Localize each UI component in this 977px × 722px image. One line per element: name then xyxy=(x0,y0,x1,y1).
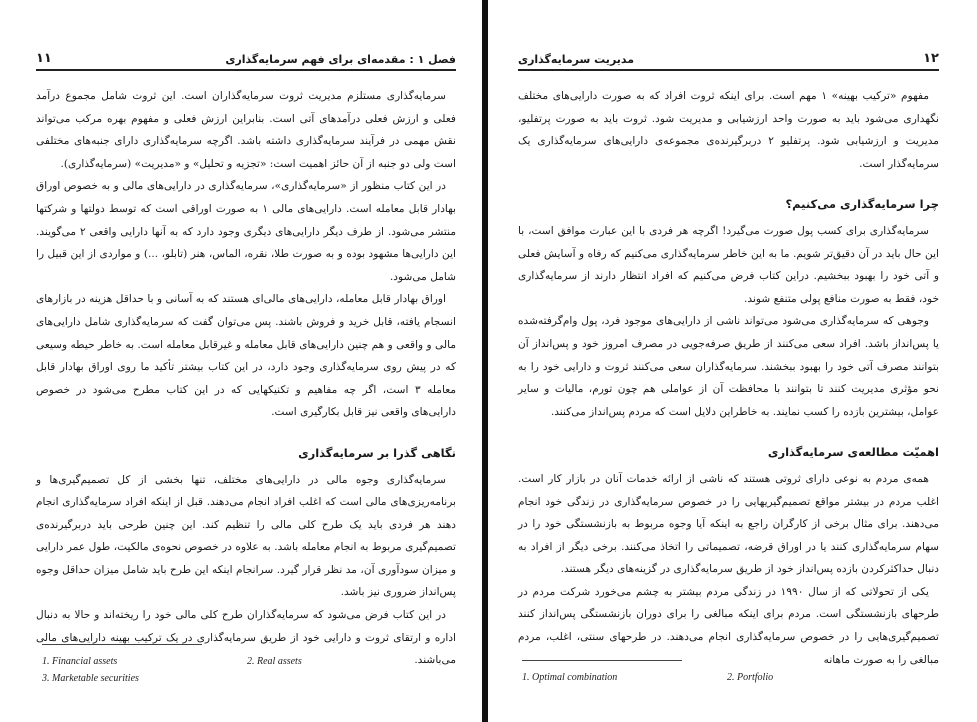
page-number: ۱۱ xyxy=(36,51,52,66)
footnote: 1. Optimal combination xyxy=(522,672,618,683)
section-heading: چرا سرمایه‌گذاری می‌کنیم؟ xyxy=(785,197,939,212)
footnote: 2. Real assets xyxy=(247,656,302,667)
section-heading: اهمیّت مطالعه‌ی سرمایه‌گذاری xyxy=(767,445,939,460)
paragraph: سرمایه‌گذاری مستلزم مدیریت ثروت سرمایه‌گذاران است. این ثروت شامل مجموع درآمد فعلی و ارزش فعلی درآمدهای آتی است. بنابراین ارزش فعلی و مفهوم بهره مرکب می‌تواند نقش مهمی در فرآیند سرمایه‌گذاری داشته باشد. اگرچه سرمایه‌گذاری دارای جنبه‌های مختلفی است ولی دو جنبه از آن حائز اهمیت است: «تجزیه و تحلیل» و «مدیریت» (سرمایه‌گذاری). xyxy=(36,90,456,170)
left-footnotes xyxy=(42,644,452,687)
chapter-title: فصل ۱ : مقدمه‌ای برای فهم سرمایه‌گذاری xyxy=(225,53,456,66)
footnote-rule xyxy=(522,660,682,661)
footnote: 1. Financial assets xyxy=(42,656,118,667)
footnote: 2. Portfolio xyxy=(727,672,774,683)
paragraph: همه‌ی مردم به نوعی دارای ثروتی هستند که ناشی از ارائه خدمات آنان در بازار کار است. اغلب مردم در بیشتر مواقع تصمیم‌گیریهایی را در خصوص سرمایه‌گذاری در زندگی خود انجام می‌دهند. برای مثال برخی از کارگران راجع به اینکه آیا وجوه مربوط به بازنشستگی خود را در سهام سرمایه‌گذاری کنند یا در اوراق قرضه، تصمیماتی را اتخاذ می‌کنند. برخی دیگر از افراد به دنبال حداکثرکردن بازده پس‌انداز خود از طریق سرمایه‌گذاری در گزینه‌های دیگر هستند. xyxy=(518,472,939,576)
paragraph: سرمایه‌گذاری برای کسب پول صورت می‌گیرد! اگرچه هر فردی با این عبارت موافق است، با این حال باید در آن دقیق‌تر شویم. ما به این خاطر سرمایه‌گذاری می‌کنیم که رفاه و آسایش فعلی و آتی خود را بهبود ببخشیم. دراین کتاب فرض می‌کنیم که افراد انتظار دارند از سرمایه‌گذاری خود، فقط به صورت منافع پولی متنفع شوند. xyxy=(518,224,939,305)
section-heading: نگاهی گذرا بر سرمایه‌گذاری xyxy=(298,445,456,460)
paragraph: اوراق بهادار قابل معامله، دارایی‌های مالی‌ای هستند که به آسانی و با حداقل هزینه در بازارهای انسجام یافته، قابل خرید و فروش باشند. پس می‌توان گفت که سرمایه‌گذاری شامل دارایی‌های مالی و واقعی و هم چنین دارایی‌های قابل معامله و غیرقابل معامله است. به خاطر حیطه وسیعی که در پیش روی سرمایه‌گذاری وجود دارد، در این کتاب بیشتر تأکید ما روی اوراق بهادار قابل معامله ۳ است، اگر چه مفاهیم و تکنیکهایی که در این کتاب مطرح می‌شود در خصوص دارایی‌های واقعی نیز قابل بکارگیری است. xyxy=(36,293,456,419)
paragraph: وجوهی که سرمایه‌گذاری می‌شود می‌تواند ناشی از دارایی‌های موجود فرد، پول وام‌گرفته‌شده یا پس‌انداز باشد. افراد سعی می‌کنند از طریق صرفه‌جویی در مصرف امروز خود و پس‌انداز آن بتوانند مصرف آتی خود را بهبود ببخشند. سرمایه‌گذاران سعی می‌کنند ثروت و دارایی خود را به نحو مؤثری مدیریت کنند تا بتوانند با محافظت آن از عواملی هم چون تورم، مالیات و سایر عوامل، بیشترین بازده را کسب نمایند. به خاطراین دلایل است که مردم پس‌انداز می‌کنند. xyxy=(518,315,939,418)
left-page-header xyxy=(36,44,456,71)
paragraph: در این کتاب فرض می‌شود که سرمایه‌گذاران طرح کلی مالی خود را ریخته‌اند و حالا به دنبال اداره و ارتقای ثروت و دارایی خود از طریق سرمایه‌گذاری در یک ترکیب بهینه دارایی‌های مالی می‌باشند. xyxy=(36,609,456,667)
left-page xyxy=(0,0,482,722)
paragraph: یکی از تحولاتی که از سال ۱۹۹۰ در زندگی مردم بیشتر به چشم می‌خورد شرکت مردم در طرحهای بازنشستگی است. مردم برای اینکه مبالغی را برای دوران بازنشستگی پس‌انداز کنند تصمیم‌گیری‌هایی را در خصوص سرمایه‌گذاری انجام می‌دهند. در طرحهای سنتی، اغلب، مردم مبالغی را به صورت ماهانه xyxy=(518,585,939,666)
page-number: ۱۲ xyxy=(923,51,939,66)
footnote-rule xyxy=(42,644,202,645)
right-page xyxy=(488,0,977,722)
right-page-header xyxy=(518,44,939,71)
footnote: 3. Marketable securities xyxy=(42,673,139,684)
left-page-body xyxy=(36,85,456,672)
paragraph: مفهوم «ترکیب بهینه» ۱ مهم است. برای اینکه ثروت افراد که به صورت دارایی‌های مختلف نگهداری می‌شود باید به صورت واحد ارزشیابی و مدیریت شود. ثروت باید به صورت پرتفلیو، مدیریت و ارزشیابی شود. پرتفلیو ۲ دربرگیرنده‌ی مجموعه‌ی دارایی‌های سرمایه‌گذاری یک سرمایه‌گذار است. xyxy=(518,90,939,170)
book-title: مدیریت سرمایه‌گذاری xyxy=(518,53,635,66)
paragraph: سرمایه‌گذاری وجوه مالی در دارایی‌های مختلف، تنها بخشی از کل تصمیم‌گیری‌ها و برنامه‌ریزی‌های مالی است که اغلب افراد انجام می‌دهند. قبل از اینکه افراد سرمایه‌گذاری انجام دهند هر فردی باید یک طرح کلی مالی را تنظیم کند. این چنین طرحی باید دربرگیرنده‌ی تصمیم‌گیری مربوط به انجام معامله باشد. به علاوه در خصوص نحوه‌ی مالکیت، طول عمر دارایی و میزان سودآوری آن، مد نظر قرار گیرد. سرانجام اینکه این طرح باید شامل میزان حداقل وجوه پس‌انداز ضروری نیز باشد. xyxy=(36,473,456,599)
paragraph: در این کتاب منظور از «سرمایه‌گذاری»، سرمایه‌گذاری در دارایی‌های مالی و به خصوص اوراق بهادار قابل معامله است. دارایی‌های مالی ۱ به صورت اوراقی است که توسط دولتها و شرکتها منتشر می‌شود. از طرف دیگر دارایی‌های دیگری وجود دارد که به آنها دارایی واقعی ۲ می‌گویند. این دارایی‌ها مشهود بوده و به صورت طلا، نقره، الماس، هنر (تابلو، ...) و مواردی از این قبیل را شامل می‌شود. xyxy=(36,180,456,283)
right-footnotes xyxy=(522,660,932,686)
right-page-body xyxy=(518,85,939,671)
